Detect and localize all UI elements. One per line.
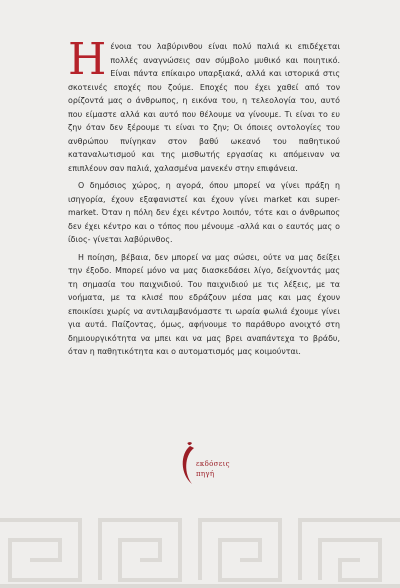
blurb-text: [68, 34, 340, 363]
labyrinth-pattern: [0, 510, 400, 588]
publisher-name-line2: πηγή: [196, 470, 215, 478]
paragraph-1: [68, 34, 340, 175]
paragraph-1-text: ένοια του λαβύρινθου είναι πολύ παλιά κι επιδέχεται πολλές αναγνώσεις σαν σύμβολο μυθικό και ποιητικό. Είναι πάντα επίκαιρο υπαρξιακά, αλλά και ιστορικά στις σκοτεινές εποχές που ζούμε. Εποχές που έχει χαθεί από τον ορίζοντά μας ο άνθρωπος, η εικόνα του, η τελεολογία του, αυτό που είμαστε αλλά και αυτό που θέλουμε να γίνουμε. Τι είναι το ευ ζην όταν δεν ξέρουμε τι είναι το ζην; Οι όποιες οντολογίες του ανθρώπου πνίγηκαν στον βαθύ ωκεανό του παθητικού καταναλωτισμού και της μισθωτής εργασίας κι απόμειναν να επιπλέουν σαν παλιά, χαλασμένα μανεκέν στην επιφάνεια.: [68, 42, 340, 173]
drop-cap: Η: [68, 34, 107, 85]
publisher-name-line1: εκδόσεις: [196, 460, 230, 468]
paragraph-2: Ο δημόσιος χώρος, η αγορά, όπου μπορεί να γίνει πράξη η ισηγορία, έχουν εξαφανιστεί και έχουν γίνει market και super-market. Όταν η πόλη δεν έχει κέντρο λοιπόν, τότε και ο άνθρωπος δεν έχει κέντρο και ο τόπος που μένουμε -αλλά και ο εαυτός μας ο ίδιος- γίνεται λαβύρινθος.: [68, 181, 340, 244]
paragraph-3: Η ποίηση, βέβαια, δεν μπορεί να μας σώσει, ούτε να μας δείξει την έξοδο. Μπορεί μόνο να μας διασκεδάσει λίγο, δείχνοντάς μας τη σημασία του παιχνιδιού. Του παιχνιδιού με τις λέξεις, με τα νοήματα, με τα κλισέ που εδράζουν μέσα μας και μας έχουν εποικίσει χωρίς να αντιλαμβανόμαστε τι ωραία φωλιά έχουμε γίνει για αυτά. Παίζοντας, όμως, αφήνουμε το παράθυρο ανοιχτό στη δημιουργικότητα να μπει και να μας βρει αναπάντεχα το βράδυ, όταν η παθητικότητα και ο αυτοματισμός μας κοιμούνται.: [68, 252, 340, 356]
